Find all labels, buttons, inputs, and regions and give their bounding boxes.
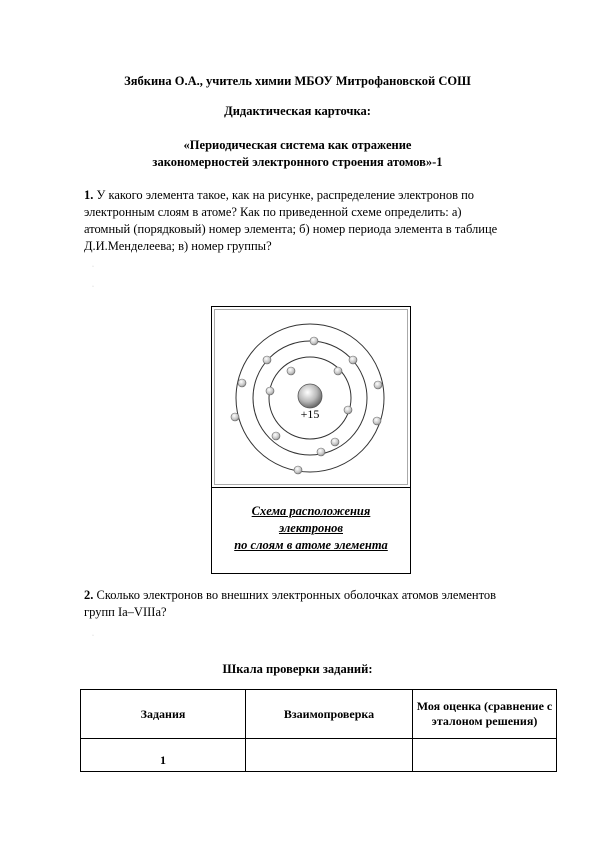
task-1-line-3: атомный (порядковый) номер элемента; б) номер периода элемента в таблице (84, 222, 498, 236)
table-cell-self-assessment[interactable] (413, 739, 557, 772)
figure-caption (212, 503, 410, 554)
stray-mark: · (92, 633, 94, 639)
electron (287, 367, 295, 375)
atom-diagram (214, 309, 408, 485)
electron (331, 438, 339, 446)
stray-mark: · (92, 284, 94, 290)
nucleus-charge: +15 (300, 407, 320, 421)
electron (373, 417, 381, 425)
electron (231, 413, 239, 421)
column-header-peer-check: Взаимопроверка (246, 690, 413, 739)
electron (310, 337, 318, 345)
column-header-tasks: Задания (81, 690, 246, 739)
task-2-number: 2. (84, 588, 94, 602)
electron (272, 432, 280, 440)
grading-title: Шкала проверки заданий: (222, 662, 373, 676)
task-1 (84, 187, 544, 255)
caption-line-3: по слоям в атоме элемента (234, 538, 388, 552)
table-cell-peer-check[interactable] (246, 739, 413, 772)
author-line: Зябкина О.А., учитель химии МБОУ Митрофановской СОШ (124, 74, 471, 88)
column-header-self-assessment: Моя оценка (сравнение с эталоном решения) (413, 690, 557, 739)
atom-figure (211, 306, 411, 574)
electron (317, 448, 325, 456)
task-2 (84, 587, 544, 621)
electron (349, 356, 357, 364)
electron (294, 466, 302, 474)
electron (374, 381, 382, 389)
task-2-line-1: Сколько электронов во внешних электронных оболочках атомов элементов (96, 588, 497, 602)
task-1-line-1: У какого элемента такое, как на рисунке, распределение электронов по (96, 188, 475, 202)
card-type: Дидактическая карточка: (224, 104, 371, 118)
stray-mark: · (92, 264, 94, 270)
caption-line-1: Схема расположения (251, 504, 371, 518)
nucleus (298, 384, 322, 408)
caption-line-2: электронов (278, 521, 343, 535)
grading-table (80, 689, 557, 772)
task-1-line-2: электронным слоям в атоме? Как по приведенной схеме определить: а) (84, 205, 462, 219)
table-cell-task: 1 (81, 739, 246, 772)
electron (266, 387, 274, 395)
electron (238, 379, 246, 387)
table-row (81, 739, 557, 772)
task-2-line-2: групп Iа–VIIIа? (84, 605, 167, 619)
electron (263, 356, 271, 364)
title-line-1: «Периодическая система как отражение (183, 138, 412, 152)
electron (344, 406, 352, 414)
task-1-line-4: Д.И.Менделеева; в) номер группы? (84, 239, 272, 253)
task-1-number: 1. (84, 188, 94, 202)
title-line-2: закономерностей электронного строения атомов»-1 (152, 155, 443, 169)
electron (334, 367, 342, 375)
atom-svg (215, 310, 407, 484)
table-header-row (81, 690, 557, 739)
figure-divider (212, 487, 410, 488)
